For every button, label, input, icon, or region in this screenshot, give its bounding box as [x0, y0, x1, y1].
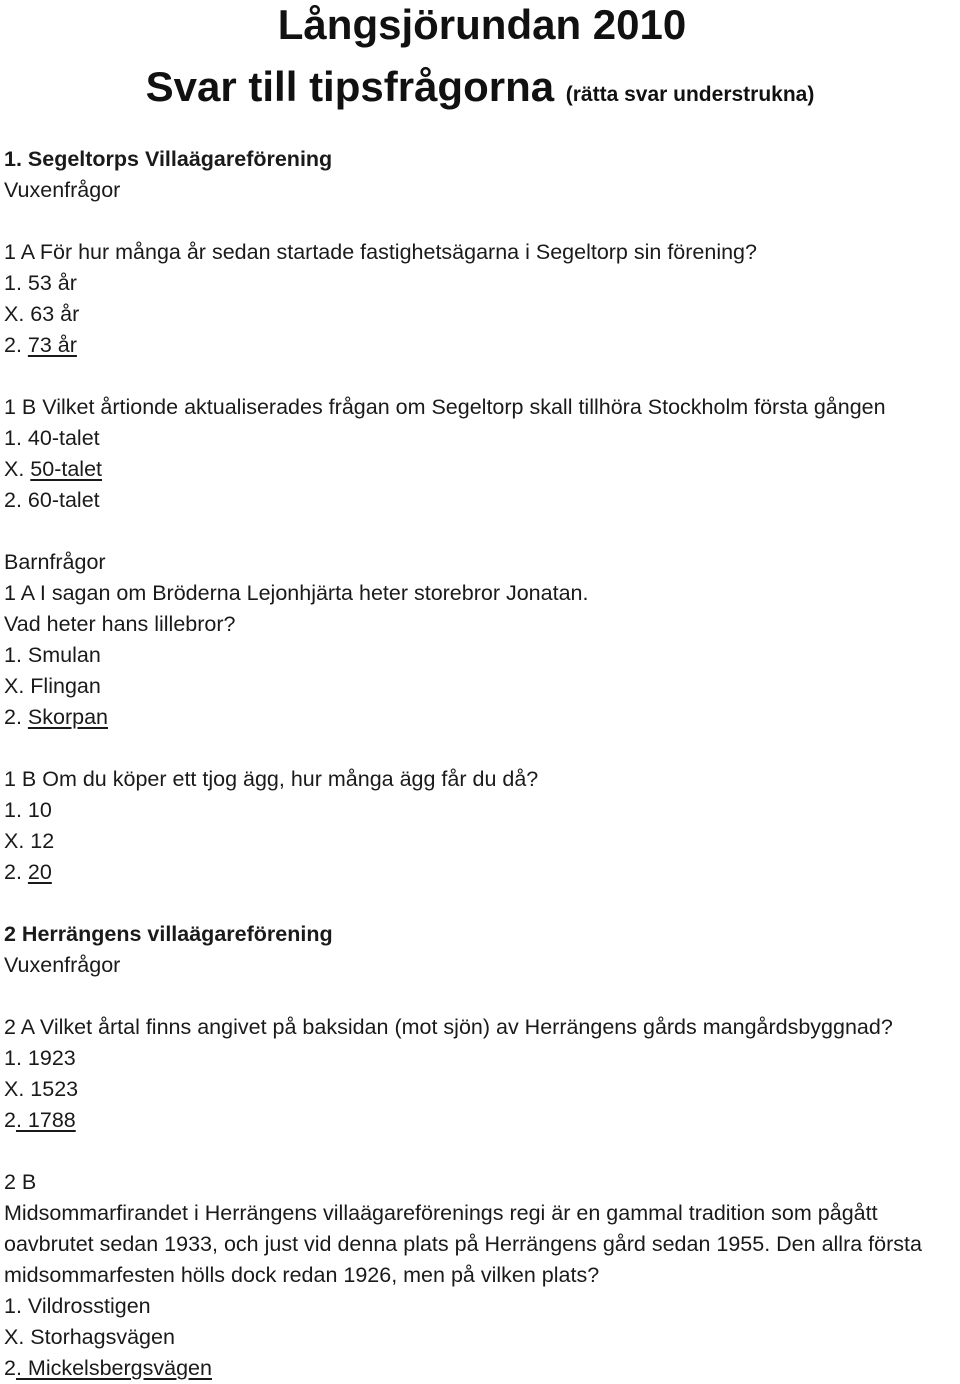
- correct-answer-text: Skorpan: [27, 705, 108, 729]
- quiz-content: [4, 144, 960, 1384]
- answer-text: 12: [30, 829, 55, 853]
- question-1b: 1 B Vilket årtionde aktualiserades frågan om Segeltorp skall tillhöra Stockholm första gången: [4, 395, 886, 419]
- answer-option: X. 63 år: [4, 302, 80, 326]
- answer-option-correct: 2. 20: [4, 860, 52, 884]
- child-question-1b: 1 B Om du köper ett tjog ägg, hur många ägg får du då?: [4, 767, 539, 791]
- answer-option: 1. 53 år: [4, 271, 77, 295]
- answer-text: Storhagsvägen: [30, 1325, 175, 1349]
- question-2b-label: 2 B: [4, 1170, 37, 1194]
- correct-answer-text: 73 år: [27, 333, 77, 357]
- page-title: Långsjörundan 2010: [277, 1, 687, 48]
- page-subtitle: [0, 60, 960, 122]
- correct-answer-text: 20: [27, 860, 52, 884]
- answer-text: Smulan: [27, 643, 101, 667]
- answer-text: Vildrosstigen: [27, 1294, 151, 1318]
- section-2-adult-label: Vuxenfrågor: [4, 953, 121, 977]
- answer-text: 53 år: [27, 271, 77, 295]
- question-2b: Midsommarfirandet i Herrängens villaägareförenings regi är en gammal tradition som pågått oavbrutet sedan 1933, och just vid denna plats på Herrängens gård sedan 1955. Den allra första midsommarfesten hölls dock redan 1926, men på vilken plats?: [4, 1201, 922, 1287]
- subtitle-text: Svar till tipsfrågorna: [145, 63, 555, 110]
- question-2a: 2 A Vilket årtal finns angivet på baksidan (mot sjön) av Herrängens gårds mangårdsbyggnad?: [4, 1015, 893, 1039]
- child-question-1a-line1: 1 A I sagan om Bröderna Lejonhjärta heter storebror Jonatan.: [4, 581, 589, 605]
- subtitle-note: (rätta svar understrukna): [565, 83, 815, 106]
- answer-option: X. 12: [4, 829, 55, 853]
- answer-option: 1. Smulan: [4, 643, 101, 667]
- correct-answer-text: 50-talet: [30, 457, 103, 481]
- correct-answer-text: . 1788: [15, 1108, 76, 1132]
- answer-option-correct: 2. Skorpan: [4, 705, 108, 729]
- section-1-child-label: Barnfrågor: [4, 550, 106, 574]
- answer-text: 1923: [27, 1046, 76, 1070]
- answer-text: 40-talet: [27, 426, 100, 450]
- answer-option: 1. 40-talet: [4, 426, 100, 450]
- answer-option: 1. Vildrosstigen: [4, 1294, 151, 1318]
- answer-text: Flingan: [30, 674, 101, 698]
- section-1-heading: 1. Segeltorps Villaägareförening: [4, 147, 333, 171]
- answer-text: 60-talet: [27, 488, 100, 512]
- correct-answer-text: . Mickelsbergsvägen: [15, 1356, 212, 1380]
- answer-option: 1. 10: [4, 798, 52, 822]
- answer-option: X. Flingan: [4, 674, 101, 698]
- answer-text: 63 år: [30, 302, 80, 326]
- section-2-heading: 2 Herrängens villaägareförening: [4, 922, 333, 946]
- child-question-1a-line2: Vad heter hans lillebror?: [4, 612, 236, 636]
- answer-option-correct: 2. Mickelsbergsvägen: [4, 1356, 212, 1380]
- question-1a: 1 A För hur många år sedan startade fastighetsägarna i Segeltorp sin förening?: [4, 240, 757, 264]
- answer-option: X. 1523: [4, 1077, 79, 1101]
- answer-text: 1523: [30, 1077, 79, 1101]
- answer-text: 10: [27, 798, 52, 822]
- section-1-adult-label: Vuxenfrågor: [4, 178, 121, 202]
- answer-option-correct: X. 50-talet: [4, 457, 103, 481]
- answer-option: 2. 60-talet: [4, 488, 100, 512]
- answer-option: X. Storhagsvägen: [4, 1325, 175, 1349]
- answer-option: 1. 1923: [4, 1046, 76, 1070]
- answer-option-correct: 2. 73 år: [4, 333, 77, 357]
- answer-option-correct: 2. 1788: [4, 1108, 76, 1132]
